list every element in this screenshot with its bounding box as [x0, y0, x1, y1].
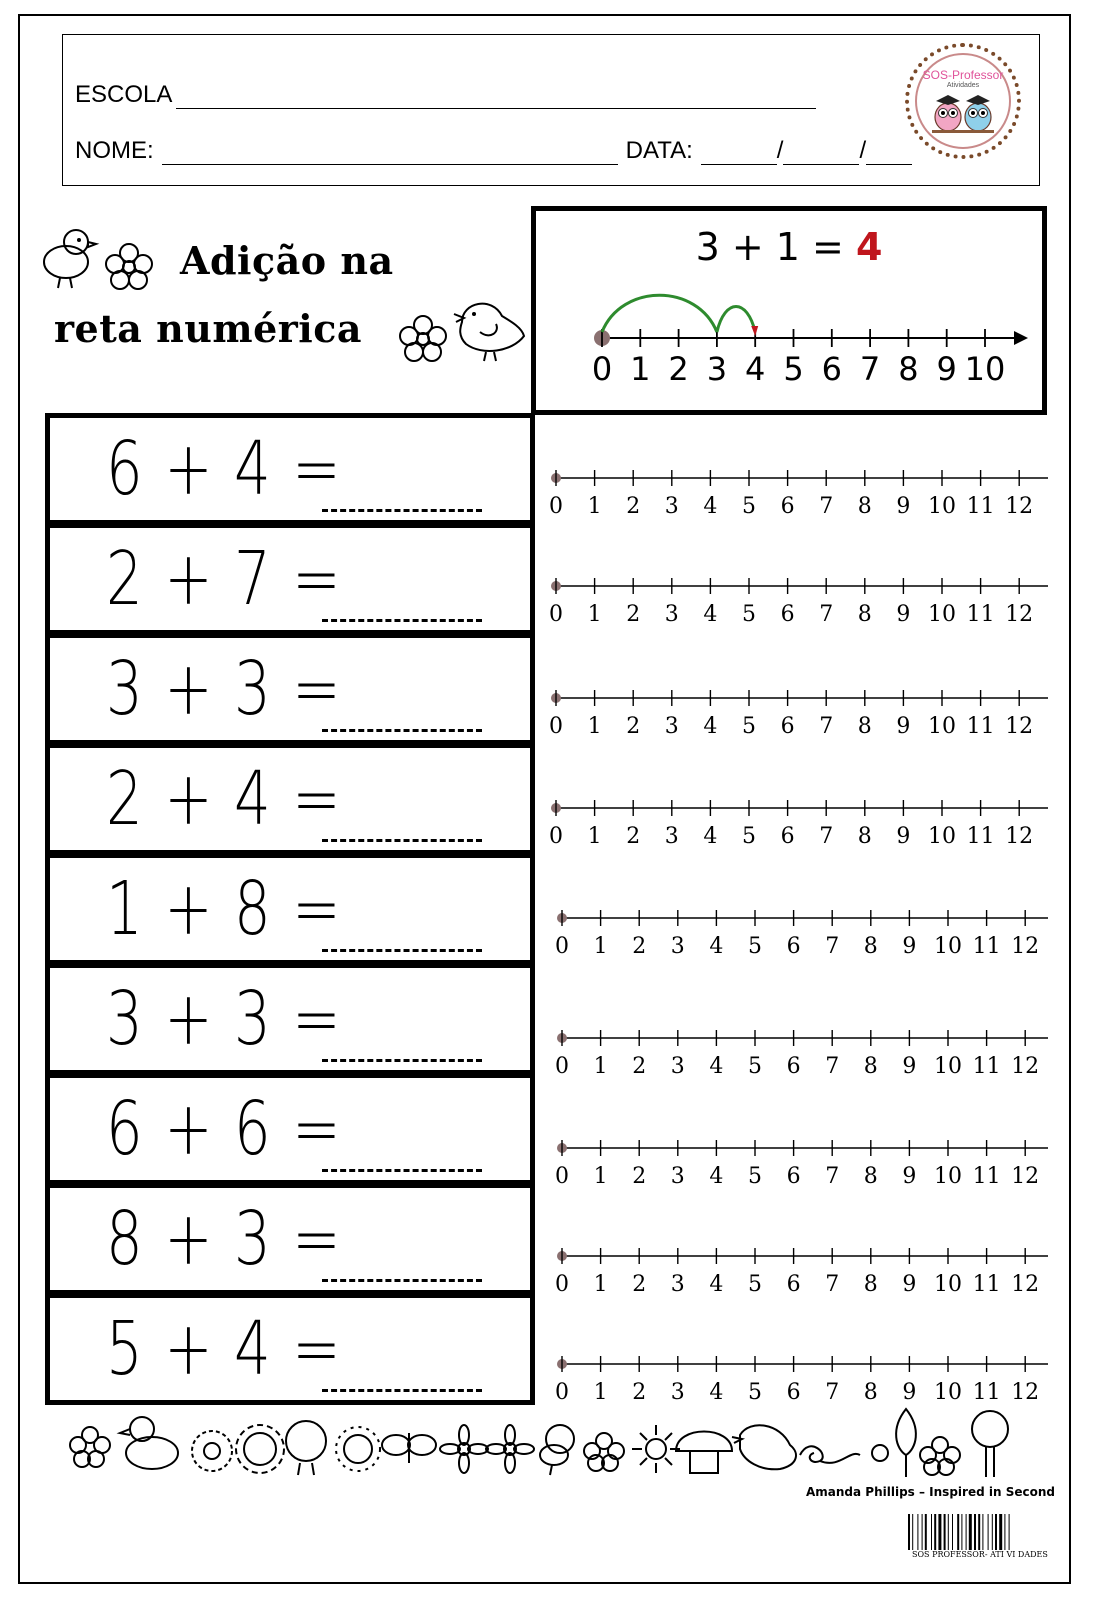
- tick-label: 12: [1005, 824, 1034, 846]
- tick-label: 11: [966, 494, 995, 516]
- tick-label: 4: [709, 1272, 724, 1294]
- tick-label: 9: [896, 602, 911, 624]
- tick-label: 0: [555, 1272, 569, 1294]
- tick-label: 10: [934, 934, 962, 956]
- tick-label: 5: [748, 1380, 762, 1402]
- tick-label: 0: [549, 602, 563, 624]
- tick-label: 6: [780, 714, 795, 736]
- tick-label: 3: [706, 350, 728, 388]
- tick-label: 6: [786, 934, 801, 956]
- sun-icon: [236, 1425, 284, 1473]
- tick-label: 11: [966, 602, 995, 624]
- tick-label: 5: [748, 1054, 762, 1076]
- tick-label: 7: [819, 824, 834, 846]
- flower-icon: [70, 1427, 110, 1467]
- tick-label: 3: [670, 1164, 685, 1186]
- problem-equation: 2 + 7 =: [106, 536, 343, 622]
- credit-text: Amanda Phillips – Inspired in Second: [806, 1485, 1055, 1499]
- tick-label: 7: [825, 1380, 840, 1402]
- tick-label: 11: [972, 1164, 1001, 1186]
- tick-label: 8: [863, 1380, 878, 1402]
- problem-row: [45, 1073, 535, 1185]
- flower-icon: [486, 1425, 534, 1473]
- tick-label: 1: [593, 1380, 608, 1402]
- problem-row: [45, 743, 535, 855]
- example-equation-left: 3 + 1 =: [695, 225, 844, 269]
- tick-label: 2: [632, 1164, 647, 1186]
- number-line: [540, 776, 1060, 846]
- tick-label: 7: [825, 1272, 840, 1294]
- date-year-field[interactable]: [866, 140, 912, 165]
- name-field[interactable]: [162, 140, 618, 165]
- tick-label: 7: [819, 714, 834, 736]
- tick-label: 4: [745, 350, 766, 388]
- title-line-2: reta numérica: [54, 306, 362, 351]
- answer-blank[interactable]: [322, 839, 482, 842]
- date-sep-2: /: [859, 137, 867, 164]
- mushroom-icon: [676, 1432, 732, 1474]
- tick-label: 12: [1005, 494, 1034, 516]
- tick-label: 9: [896, 494, 911, 516]
- problem-equation: 1 + 8 =: [106, 866, 343, 952]
- bird-icon: [540, 1425, 574, 1475]
- tick-label: 11: [972, 1054, 1001, 1076]
- tick-label: 5: [742, 824, 756, 846]
- tick-label: 5: [748, 1164, 762, 1186]
- tree-icon: [972, 1411, 1008, 1477]
- bird-icon: [286, 1421, 326, 1475]
- tick-label: 1: [630, 350, 651, 388]
- problem-equation: 8 + 3 =: [106, 1196, 343, 1282]
- number-line: [540, 446, 1060, 516]
- problem-row: [45, 1183, 535, 1295]
- name-line: [75, 137, 912, 165]
- tick-label: 8: [857, 494, 872, 516]
- flower-icon: [440, 1425, 488, 1473]
- logo-text: SOS-Professor: [922, 68, 1004, 82]
- tick-label: 10: [928, 714, 956, 736]
- answer-blank[interactable]: [322, 1389, 482, 1392]
- tick-label: 10: [928, 602, 956, 624]
- tick-label: 9: [902, 1054, 917, 1076]
- problem-row: [45, 1293, 535, 1405]
- problem-equation: 6 + 4 =: [106, 426, 343, 512]
- tick-label: 5: [742, 602, 756, 624]
- owls-icon: [928, 89, 998, 133]
- tick-label: 2: [626, 824, 641, 846]
- tick-label: 6: [786, 1380, 801, 1402]
- tick-label: 12: [1005, 602, 1034, 624]
- tick-label: 10: [928, 494, 956, 516]
- jump-arc: [717, 307, 755, 333]
- tick-label: 12: [1011, 1054, 1040, 1076]
- tick-label: 5: [742, 714, 756, 736]
- problem-equation: 2 + 4 =: [106, 756, 343, 842]
- answer-blank[interactable]: [322, 1059, 482, 1062]
- tick-label: 4: [709, 934, 724, 956]
- example-number-line: [536, 211, 1042, 410]
- bird-icon: [452, 292, 528, 362]
- tick-label: 2: [626, 602, 641, 624]
- tick-label: 12: [1011, 1272, 1040, 1294]
- tick-label: 8: [898, 350, 919, 388]
- name-label: NOME:: [75, 137, 154, 164]
- tick-label: 9: [902, 1164, 917, 1186]
- tick-label: 0: [555, 1164, 569, 1186]
- tick-label: 8: [863, 1164, 878, 1186]
- tick-label: 4: [709, 1380, 724, 1402]
- tick-label: 3: [664, 824, 679, 846]
- tree-icon: [896, 1409, 916, 1477]
- problem-row: [45, 413, 535, 525]
- tick-label: 3: [664, 714, 679, 736]
- logo: [905, 43, 1021, 159]
- bird-icon: [732, 1425, 796, 1469]
- problem-equation: 3 + 3 =: [106, 646, 343, 732]
- butterfly-icon: [382, 1433, 436, 1463]
- number-line: [540, 1224, 1060, 1294]
- answer-blank[interactable]: [322, 729, 482, 732]
- header-box: [62, 34, 1040, 186]
- tick-label: 8: [863, 1054, 878, 1076]
- tick-label: 4: [703, 494, 718, 516]
- tick-label: 6: [821, 350, 842, 388]
- date-sep-1: /: [776, 137, 784, 164]
- jump-arc: [602, 295, 717, 332]
- tick-label: 11: [972, 1272, 1001, 1294]
- tick-label: 6: [786, 1164, 801, 1186]
- school-line: [75, 81, 816, 109]
- tick-label: 5: [783, 350, 804, 388]
- tick-label: 2: [632, 1272, 647, 1294]
- tick-label: 4: [703, 714, 718, 736]
- arrow-head-icon: [1014, 331, 1028, 345]
- answer-blank[interactable]: [322, 1279, 482, 1282]
- tick-label: 9: [936, 350, 957, 388]
- swirl-icon: [800, 1445, 888, 1463]
- tick-label: 2: [626, 494, 641, 516]
- tick-label: 11: [972, 934, 1001, 956]
- tick-label: 10: [964, 350, 1006, 388]
- tick-label: 10: [934, 1272, 962, 1294]
- flower-icon: [102, 240, 156, 294]
- example-box: [531, 206, 1047, 415]
- number-line: [540, 1332, 1060, 1402]
- tick-label: 2: [632, 1054, 647, 1076]
- tick-label: 5: [748, 1272, 762, 1294]
- tick-label: 0: [549, 824, 563, 846]
- tick-label: 8: [863, 934, 878, 956]
- number-line: [540, 886, 1060, 956]
- tick-label: 7: [825, 1164, 840, 1186]
- tick-label: 10: [934, 1380, 962, 1402]
- tick-label: 7: [859, 350, 881, 388]
- number-line: [540, 666, 1060, 736]
- end-marker: [751, 326, 758, 336]
- tick-label: 9: [902, 934, 917, 956]
- problem-row: [45, 523, 535, 635]
- tick-label: 7: [825, 1054, 840, 1076]
- tick-label: 9: [902, 1380, 917, 1402]
- problem-row: [45, 633, 535, 745]
- title-line-1: Adição na: [180, 238, 394, 283]
- tick-label: 3: [670, 1380, 685, 1402]
- number-line: [540, 1006, 1060, 1076]
- answer-blank[interactable]: [322, 1169, 482, 1172]
- tick-label: 2: [668, 350, 689, 388]
- number-line: [540, 1116, 1060, 1186]
- tick-label: 6: [780, 824, 795, 846]
- date-month-field[interactable]: [783, 140, 859, 165]
- answer-blank[interactable]: [322, 509, 482, 512]
- date-label: DATA:: [625, 137, 693, 164]
- tick-label: 0: [549, 494, 563, 516]
- flower-icon: [584, 1433, 624, 1471]
- tick-label: 3: [664, 602, 679, 624]
- number-line: [540, 554, 1060, 624]
- tick-label: 3: [664, 494, 679, 516]
- tick-label: 0: [591, 350, 613, 388]
- flower-icon: [396, 312, 450, 366]
- tick-label: 8: [857, 714, 872, 736]
- tick-label: 6: [780, 602, 795, 624]
- example-answer: 4: [855, 225, 883, 269]
- answer-blank[interactable]: [322, 619, 482, 622]
- answer-blank[interactable]: [322, 949, 482, 952]
- tick-label: 10: [928, 824, 956, 846]
- tick-label: 11: [966, 824, 995, 846]
- tick-label: 4: [703, 824, 718, 846]
- tick-label: 0: [555, 934, 569, 956]
- barcode-text: SOS PROFESSOR- ATI VI DADES: [912, 1550, 1048, 1559]
- problem-equation: 3 + 3 =: [106, 976, 343, 1062]
- sun-icon: [632, 1425, 680, 1473]
- logo-sub: Atividades: [946, 82, 980, 89]
- flower-icon: [920, 1437, 960, 1475]
- tick-label: 1: [587, 602, 602, 624]
- tick-label: 1: [593, 1054, 608, 1076]
- tick-label: 4: [703, 602, 718, 624]
- tick-label: 3: [670, 1054, 685, 1076]
- flower-icon: [192, 1431, 232, 1471]
- tick-label: 11: [966, 714, 995, 736]
- tick-label: 9: [896, 824, 911, 846]
- problem-equation: 6 + 6 =: [106, 1086, 343, 1172]
- duck-icon: [120, 1417, 178, 1469]
- tick-label: 8: [863, 1272, 878, 1294]
- tick-label: 7: [819, 602, 834, 624]
- tick-label: 3: [670, 1272, 685, 1294]
- tick-label: 0: [549, 714, 563, 736]
- flower-icon: [336, 1427, 380, 1471]
- date-day-field[interactable]: [701, 140, 777, 165]
- tick-label: 6: [780, 494, 795, 516]
- bird-icon: [36, 224, 100, 290]
- tick-label: 6: [786, 1272, 801, 1294]
- problem-row: [45, 963, 535, 1075]
- tick-label: 4: [709, 1054, 724, 1076]
- tick-label: 1: [587, 714, 602, 736]
- problem-equation: 5 + 4 =: [106, 1306, 343, 1392]
- tick-label: 1: [593, 1272, 608, 1294]
- tick-label: 5: [742, 494, 756, 516]
- school-field[interactable]: [176, 84, 816, 109]
- tick-label: 2: [626, 714, 641, 736]
- school-label: ESCOLA: [75, 81, 173, 108]
- tick-label: 6: [786, 1054, 801, 1076]
- tick-label: 7: [825, 934, 840, 956]
- tick-label: 10: [934, 1164, 962, 1186]
- tick-label: 12: [1011, 1164, 1040, 1186]
- doodle-border: [60, 1405, 1020, 1480]
- tick-label: 8: [857, 602, 872, 624]
- tick-label: 4: [709, 1164, 724, 1186]
- tick-label: 0: [555, 1054, 569, 1076]
- tick-label: 8: [857, 824, 872, 846]
- tick-label: 10: [934, 1054, 962, 1076]
- problem-row: [45, 853, 535, 965]
- tick-label: 2: [632, 1380, 647, 1402]
- barcode-icon: [906, 1514, 1056, 1554]
- tick-label: 1: [593, 1164, 608, 1186]
- tick-label: 1: [587, 494, 602, 516]
- tick-label: 1: [593, 934, 608, 956]
- tick-label: 2: [632, 934, 647, 956]
- tick-label: 7: [819, 494, 834, 516]
- tick-label: 5: [748, 934, 762, 956]
- tick-label: 1: [587, 824, 602, 846]
- tick-label: 3: [670, 934, 685, 956]
- tick-label: 12: [1011, 934, 1040, 956]
- tick-label: 12: [1011, 1380, 1040, 1402]
- tick-label: 9: [902, 1272, 917, 1294]
- tick-label: 12: [1005, 714, 1034, 736]
- tick-label: 9: [896, 714, 911, 736]
- tick-label: 0: [555, 1380, 569, 1402]
- tick-label: 11: [972, 1380, 1001, 1402]
